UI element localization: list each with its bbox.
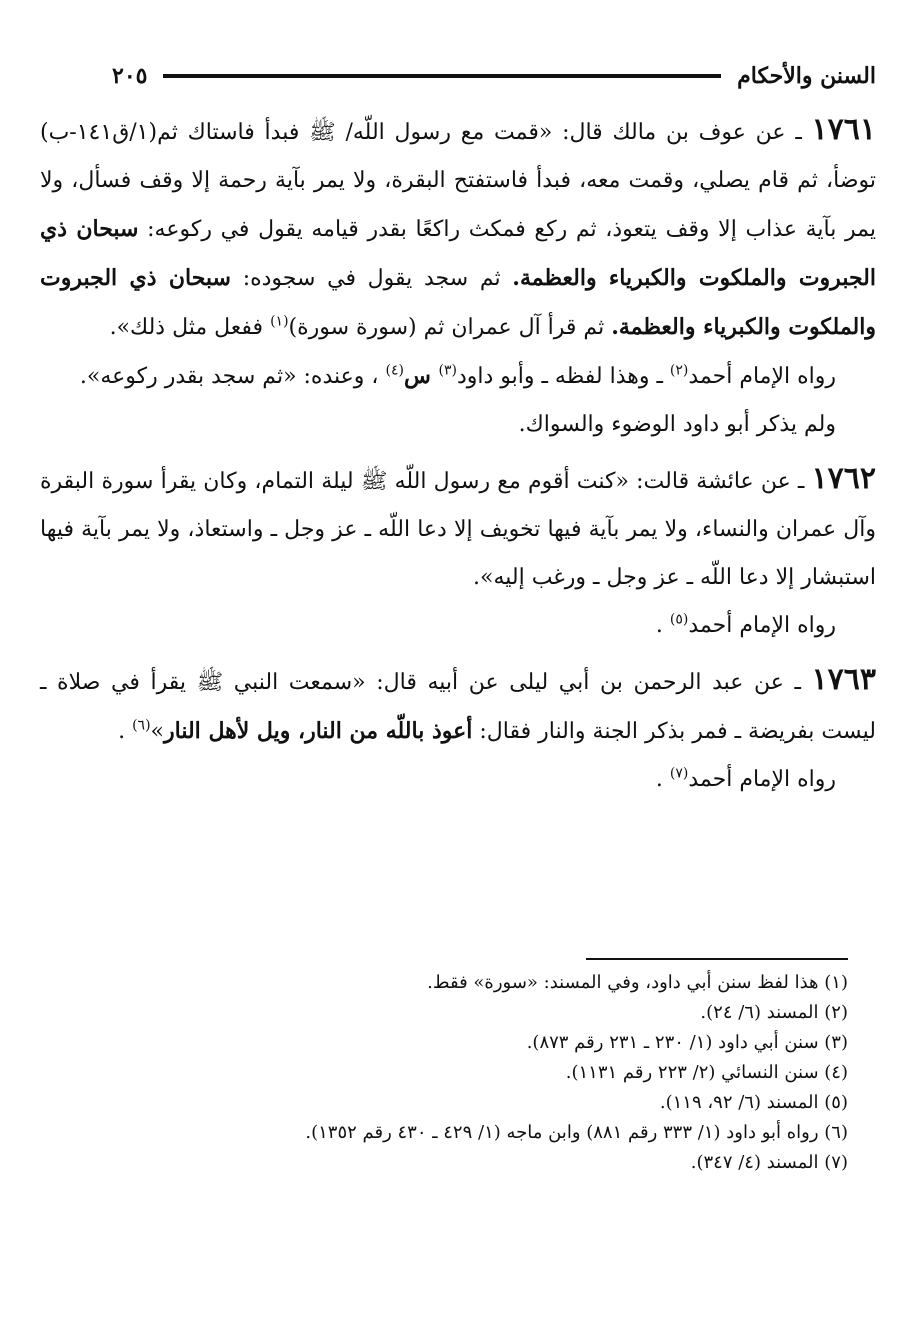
footnote-1: (١) هذا لفظ سنن أبي داود، وفي المسند: «سورة» فقط. xyxy=(427,972,848,993)
hadith-text: ثم سجد يقول في سجوده: xyxy=(231,266,513,291)
manuscript-folio-ref: (١/ق١٤١-ب) xyxy=(40,120,158,145)
hadith-bold-text: سبحان ذي الجبروت والملكوت والكبرياء والعظمة. xyxy=(40,265,876,340)
hadith-text: ـ عن عائشة قالت: «كنت أقوم مع رسول اللّه ﷺ ليلة التمام، وكان يقرأ سورة البقرة وآل عمران والنساء، ولا يمر بآية فيها تخويف إلا دعا اللّه ـ عز وجل ـ واستعاذ، ولا يمر بآية فيها استبشار إلا دعا اللّه ـ عز وجل ـ ورغب إليه». xyxy=(40,469,876,590)
hadith-text: توضأ، ثم قام يصلي، وقمت معه، فبدأ فاستفتح البقرة، ولا يمر بآية رحمة إلا وقف فسأل، ولا يمر بآية عذاب إلا وقف يتعوذ، ثم ركع فمكث راكعًا بقدر قيامه يقول في ركوعه: xyxy=(40,168,877,242)
hadith-number: ١٧٦١ xyxy=(811,112,876,147)
main-text xyxy=(40,106,876,804)
hadith-1763 xyxy=(40,656,876,756)
footnote-separator xyxy=(586,958,848,960)
footnote-ref[interactable]: (٥) xyxy=(669,611,689,628)
hadith-bold-text: سبحان ذي الجبروت والملكوت والكبرياء والعظمة. xyxy=(40,216,876,291)
footnote-ref[interactable]: (٧) xyxy=(669,765,689,782)
hadith-text: » xyxy=(150,719,164,744)
riwaya-text: . xyxy=(655,767,670,792)
footnote-2: (٢) المسند (٦/ ٢٤). xyxy=(700,1002,848,1023)
footnote-ref[interactable]: (٤) xyxy=(385,362,404,379)
footnote-5: (٥) المسند (٦/ ٩٢، ١١٩). xyxy=(659,1092,848,1113)
riwaya-text: رواه الإمام أحمد xyxy=(688,613,836,638)
page-header xyxy=(112,58,876,94)
footnote-3: (٣) سنن أبي داود (١/ ٢٣٠ ـ ٢٣١ رقم ٨٧٣). xyxy=(526,1032,848,1053)
riwaya-text: ، وعنده: «ثم سجد بقدر ركوعه». xyxy=(79,364,386,389)
hadith-number: ١٧٦٢ xyxy=(811,461,876,496)
note-1761: ولم يذكر أبو داود الوضوء والسواك. xyxy=(518,412,836,437)
footnote-ref[interactable]: (٦) xyxy=(132,717,151,734)
footnotes xyxy=(40,968,848,1178)
footnote-ref[interactable]: (٣) xyxy=(438,362,457,379)
footnote-4: (٤) سنن النسائي (٢/ ٢٢٣ رقم ١١٣١). xyxy=(565,1062,848,1083)
running-title: السنن والأحكام xyxy=(737,63,876,89)
hadith-text: . xyxy=(118,719,133,744)
footnote-ref[interactable]: (١) xyxy=(270,313,289,330)
hadith-1761 xyxy=(40,106,876,352)
hadith-text: ـ عن عبد الرحمن بن أبي ليلى عن أبيه قال: «سمعت النبي ﷺ يقرأ في صلاة ـ ليست بفريضة ـ فمر بذكر الجنة والنار فقال: xyxy=(40,670,876,744)
riwaya-text: . xyxy=(655,613,670,638)
hadith-text: ففعل مثل ذلك». xyxy=(109,315,271,340)
riwaya-text: ـ وهذا لفظه ـ وأبو داود xyxy=(456,364,670,389)
riwaya-1763 xyxy=(40,756,876,804)
hadith-number: ١٧٦٣ xyxy=(811,662,876,697)
riwaya-text: رواه الإمام أحمد xyxy=(688,767,836,792)
hadith-text: ثم قرأ آل عمران ثم (سورة سورة) xyxy=(288,315,612,340)
riwaya-1761 xyxy=(40,352,876,401)
hadith-text: ـ عن عوف بن مالك قال: «قمت مع رسول اللّه/ ﷺ فبدأ فاستاك ثم xyxy=(157,120,812,145)
hadith-bold-text: أعوذ باللّه من النار، ويل لأهل النار xyxy=(164,718,473,744)
hadith-1762 xyxy=(40,455,876,602)
riwaya-text: رواه الإمام أحمد xyxy=(688,364,836,389)
header-rule xyxy=(163,74,721,78)
riwaya-symbol: س xyxy=(403,363,439,389)
riwaya-1762 xyxy=(40,602,876,650)
footnote-6: (٦) رواه أبو داود (١/ ٣٣٣ رقم ٨٨١) وابن ماجه (١/ ٤٢٩ ـ ٤٣٠ رقم ١٣٥٢). xyxy=(305,1122,848,1143)
footnote-ref[interactable]: (٢) xyxy=(669,362,689,379)
footnote-7: (٧) المسند (٤/ ٣٤٧). xyxy=(690,1152,848,1173)
page-number: ٢٠٥ xyxy=(112,63,148,89)
